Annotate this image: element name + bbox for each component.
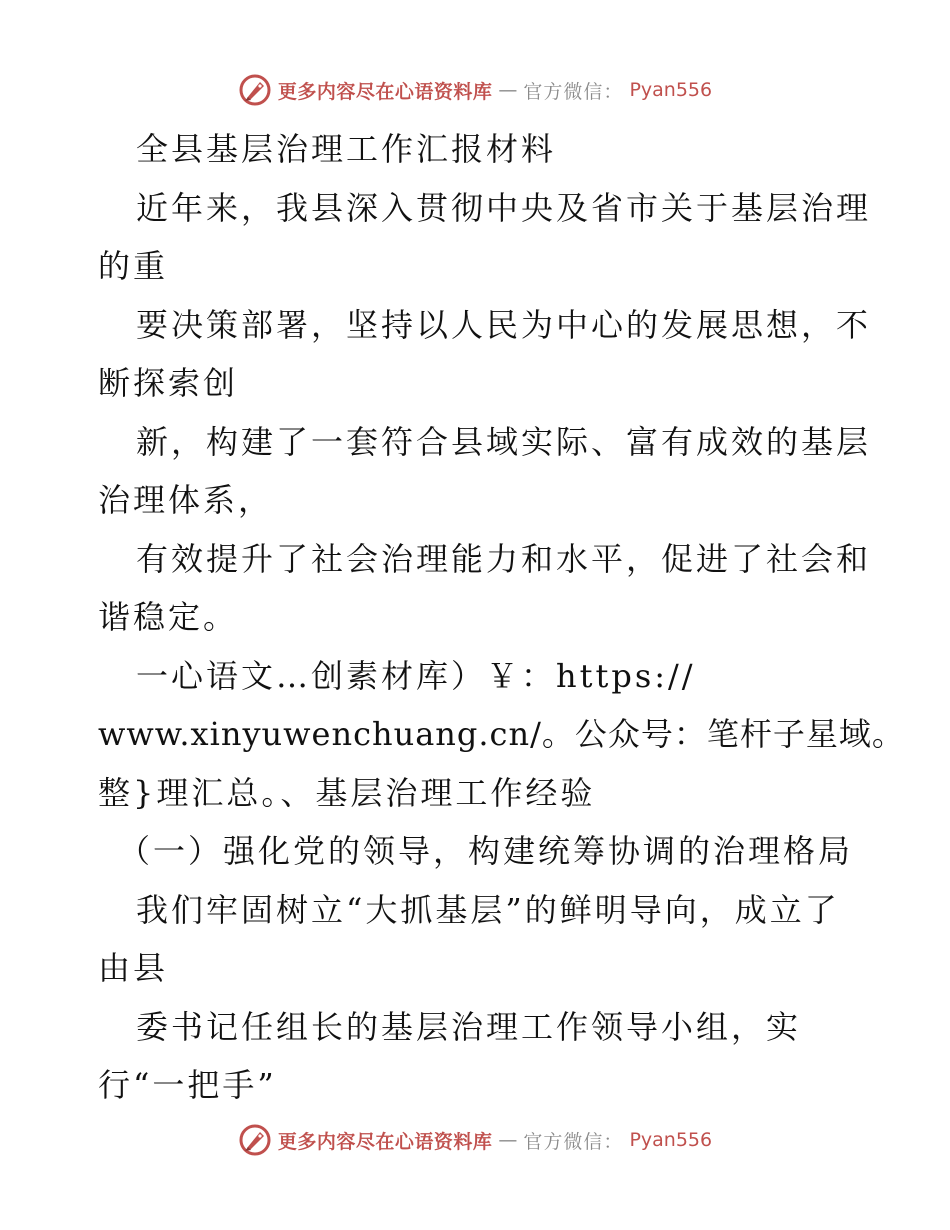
paragraph-line: 一心语文…创素材库）￥：https:// — [136, 656, 696, 695]
document-title: 全县基层治理工作汇报材料 — [136, 130, 557, 168]
paragraph-line: 要决策部署，坚持以人民为中心的发展思想，不 — [136, 305, 872, 344]
paragraph-line: 委书记任组长的基层治理工作领导小组，实 — [136, 1007, 802, 1046]
watermark-contact-id: Pyan556 — [629, 79, 713, 101]
watermark-contact-id: Pyan556 — [629, 1129, 713, 1151]
subsection-heading: （一）强化党的领导，构建统筹协调的治理格局 — [118, 832, 854, 870]
watermark-dash: — — [498, 1129, 518, 1151]
pen-nib-logo-icon — [238, 73, 272, 107]
paragraph-line: 近年来，我县深入贯彻中央及省市关于基层治理 — [136, 188, 872, 227]
paragraph-line: 谐稳定。 — [98, 598, 239, 636]
document-body — [98, 120, 905, 1115]
section-heading: 整}理汇总。、基层治理工作经验 — [98, 773, 596, 812]
watermark-main-text: 更多内容尽在心语资料库 — [277, 1130, 493, 1153]
paragraph-line: 新，构建了一套符合县域实际、富有成效的基层 — [136, 422, 872, 461]
watermark-contact-label: 官方微信： — [523, 1130, 624, 1153]
watermark-banner-bottom — [0, 1120, 950, 1160]
watermark-main-text: 更多内容尽在心语资料库 — [277, 80, 493, 103]
paragraph-line: 我们牢固树立“大抓基层”的鲜明导向，成立了 — [136, 890, 840, 929]
url-line: www.xinyuwenchuang.cn/。公众号：笔杆子星域。 — [98, 715, 905, 753]
paragraph-line: 治理体系， — [98, 481, 274, 519]
paragraph-line: 行“一把手” — [98, 1066, 277, 1104]
paragraph-line: 由县 — [98, 949, 169, 987]
paragraph-line: 断探索创 — [98, 364, 239, 402]
pen-nib-logo-icon — [238, 1123, 272, 1157]
watermark-contact-label: 官方微信： — [523, 80, 624, 103]
watermark-banner-top — [0, 70, 950, 110]
paragraph-line: 有效提升了社会治理能力和水平，促进了社会和 — [136, 539, 872, 578]
watermark-dash: — — [498, 79, 518, 101]
paragraph-line: 的重 — [98, 247, 169, 285]
